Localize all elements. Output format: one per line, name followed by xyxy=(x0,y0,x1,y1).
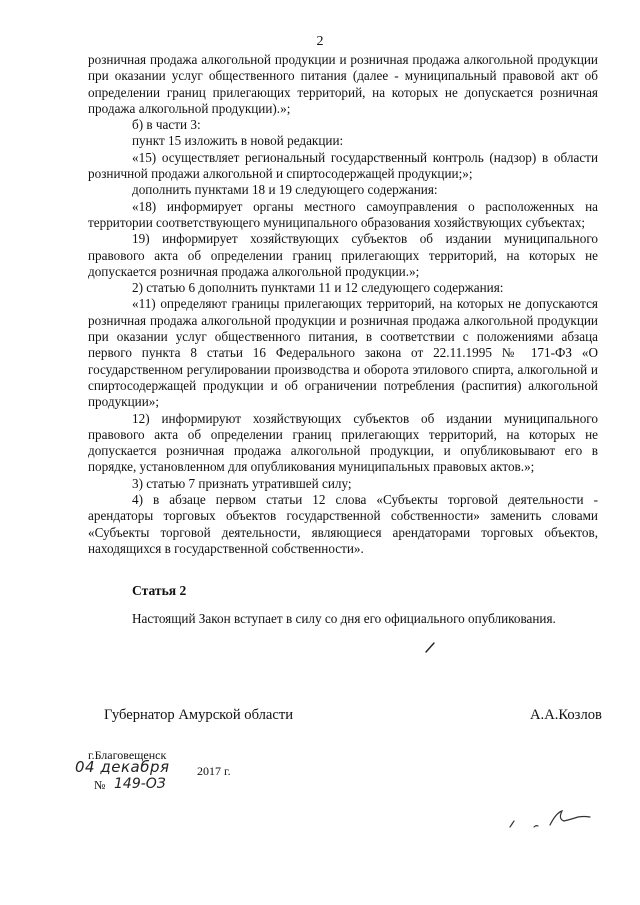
paragraph: дополнить пунктами 18 и 19 следующего содержания: xyxy=(132,182,438,198)
pen-mark-icon xyxy=(424,640,436,654)
paragraph: «18) информирует органы местного самоуправления о расположенных на территории соответствующего муниципального образования хозяйствующих субъектах; xyxy=(88,198,598,230)
paragraph: 2) статью 6 дополнить пунктами 11 и 12 следующего содержания: xyxy=(132,280,504,296)
article-2-title: Статья 2 xyxy=(132,583,187,599)
handwritten-date: 04 декабря xyxy=(75,758,170,776)
article-2-text: Настоящий Закон вступает в силу со дня его официального опубликования. xyxy=(132,611,556,627)
number-sign: № xyxy=(94,778,106,792)
paragraph: 12) информируют хозяйствующих субъектов об издании муниципального правового акта об определении границ прилегающих территорий, на которых не допускается розничная продажа алкогольной продукции, и опубликовывают его в порядке, установленном для опубликования муниципальных правовых актов.»; xyxy=(88,410,598,475)
signature-squiggle-icon xyxy=(506,807,596,829)
paragraph: розничная продажа алкогольной продукции и розничная продажа алкогольной продукции при оказании услуг общественного питания (далее - муниципальный правовой акт об определении границ прилегающих территорий, на которых не допускается розничная продажа алкогольной продукции).»; xyxy=(88,52,598,116)
page-number: 2 xyxy=(316,34,324,49)
year-suffix: 2017 г. xyxy=(197,764,231,778)
paragraph: б) в части 3: xyxy=(132,117,201,133)
paragraph: пункт 15 изложить в новой редакции: xyxy=(132,133,344,149)
date-line xyxy=(75,758,295,778)
paragraph: «11) определяют границы прилегающих территорий, на которых не допускаются розничная продажа алкогольной продукции и розничная продажа алкогольной продукции при оказании услуг общественного питания, в соответствии с положениями абзаца первого пункта 8 статьи 16 Федерального закона от 22.11.1995 № 171-ФЗ «О государственном регулировании производства и оборота этилового спирта, алкогольной и спиртосодержащей продукции и об ограничении потребления (распития) алкогольной продукции»; xyxy=(88,296,598,410)
paragraph: 19) информирует хозяйствующих субъектов об издании муниципального правового акта об определении границ прилегающих территорий, на которых не допускается розничная продажа алкогольной продукции.»; xyxy=(88,231,598,279)
paragraph: «15) осуществляет региональный государственный контроль (надзор) в области розничной продажи алкогольной и спиртосодержащей продукции;»; xyxy=(88,149,598,182)
paragraph: 3) статью 7 признать утратившей силу; xyxy=(132,475,352,491)
paragraph: 4) в абзаце первом статьи 12 слова «Субъекты торговой деятельности - арендаторы торговых объектов государственной собственности» заменить словами «Субъекты торговой деятельности, являющиеся арендаторами торговых объектов, находящихся в государственной собственности». xyxy=(88,492,598,556)
city: г.Благовещенск xyxy=(88,748,167,762)
governor-title: Губернатор Амурской области xyxy=(104,707,294,723)
article-1-continuation xyxy=(88,52,598,628)
governor-name: А.А.Козлов xyxy=(530,707,602,723)
handwritten-number: 149-ОЗ xyxy=(114,776,166,792)
